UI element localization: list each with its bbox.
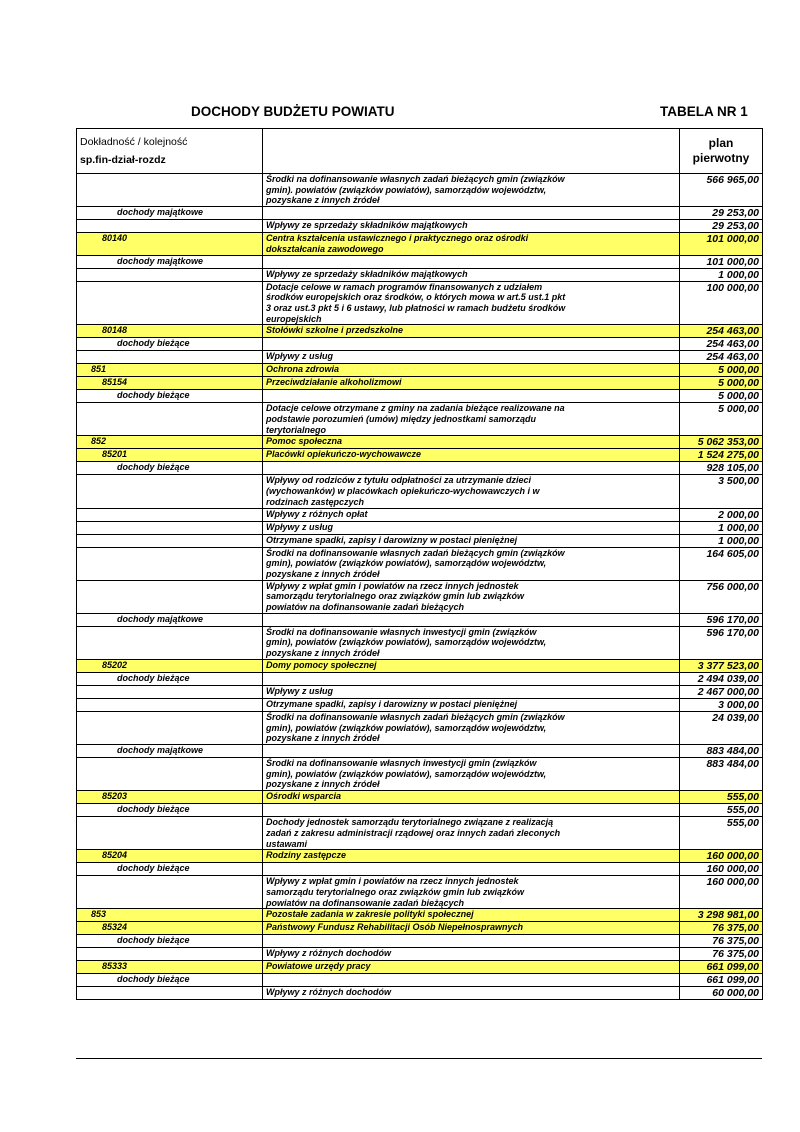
row-amount: 254 463,00	[680, 338, 763, 351]
row-description	[263, 948, 680, 961]
table-row	[77, 922, 763, 935]
table-row	[77, 757, 763, 790]
row-description-text: Wpływy z różnych opłat	[266, 508, 368, 519]
row-code	[77, 698, 263, 711]
table-row	[77, 672, 763, 685]
row-description	[263, 449, 680, 462]
table-row	[77, 791, 763, 804]
row-amount: 29 253,00	[680, 207, 763, 220]
table-row	[77, 547, 763, 580]
row-code	[77, 987, 263, 1000]
row-amount: 60 000,00	[680, 987, 763, 1000]
row-code: dochody majątkowe	[77, 613, 263, 626]
row-code	[77, 174, 263, 207]
row-description	[263, 268, 680, 281]
table-row	[77, 850, 763, 863]
row-amount: 76 375,00	[680, 935, 763, 948]
row-amount: 596 170,00	[680, 626, 763, 659]
table-row	[77, 613, 763, 626]
table-row	[77, 626, 763, 659]
row-amount: 101 000,00	[680, 233, 763, 255]
row-description-text: Dochody jednostek samorządu terytorialnego związane z realizacją zadań z zakresu administracji rządowej oraz innych zadań zleconych ustawami	[266, 817, 561, 849]
row-description-text: Wpływy od rodziców z tytułu odpłatności za utrzymanie dzieci (wychowanków) w placówkach opiekuńczo-wychowawczych i w rodzinach zastępczych	[266, 475, 540, 507]
row-code: 852	[77, 436, 263, 449]
row-code: 85202	[77, 659, 263, 672]
row-description	[263, 698, 680, 711]
row-description	[263, 961, 680, 974]
row-description	[263, 364, 680, 377]
table-row	[77, 698, 763, 711]
table-row	[77, 449, 763, 462]
row-amount: 661 099,00	[680, 961, 763, 974]
row-description-text: Środki na dofinansowanie własnych inwestycji gmin (związków gmin), powiatów (związków powiatów), samorządów województw, pozyskane z innych źródeł	[266, 757, 547, 790]
row-description-text: Pomoc społeczna	[266, 436, 343, 447]
row-description-text: Środki na dofinansowanie własnych zadań bieżących gmin (związków gmin). powiatów (związków powiatów), samorządów województw, pozyskane z innych źródeł	[266, 174, 565, 206]
row-code	[77, 948, 263, 961]
row-code: 85333	[77, 961, 263, 974]
header-col1-line1: Dokładność / kolejność	[80, 135, 188, 148]
row-description-text: Wpływy z wpłat gmin i powiatów na rzecz innych jednostek samorządu terytorialnego oraz związków gmin lub związków powiatów na dofinansowanie zadań bieżących	[266, 876, 525, 908]
row-description-text: Stołówki szkolne i przedszkolne	[266, 325, 404, 336]
row-description	[263, 255, 680, 268]
row-description	[263, 744, 680, 757]
row-description	[263, 876, 680, 909]
row-amount: 1 000,00	[680, 521, 763, 534]
row-description-text: Środki na dofinansowanie własnych inwestycji gmin (związków gmin), powiatów (związków powiatów), samorządów województw, pozyskane z innych źródeł	[266, 626, 547, 659]
table-row	[77, 436, 763, 449]
row-description	[263, 174, 680, 207]
row-description	[263, 534, 680, 547]
row-amount: 160 000,00	[680, 863, 763, 876]
row-code: dochody majątkowe	[77, 744, 263, 757]
row-code: 85154	[77, 377, 263, 390]
row-amount: 3 298 981,00	[680, 909, 763, 922]
row-description-text: Przeciwdziałanie alkoholizmowi	[266, 377, 402, 388]
row-code	[77, 534, 263, 547]
row-description	[263, 351, 680, 364]
row-code	[77, 521, 263, 534]
row-description	[263, 377, 680, 390]
row-description-text: Otrzymane spadki, zapisy i darowizny w postaci pieniężnej	[266, 534, 518, 545]
bottom-divider	[76, 1058, 762, 1059]
row-description	[263, 580, 680, 613]
row-code: dochody bieżące	[77, 974, 263, 987]
table-row	[77, 338, 763, 351]
row-amount: 1 000,00	[680, 268, 763, 281]
row-description	[263, 462, 680, 475]
row-amount: 555,00	[680, 791, 763, 804]
row-code: 85201	[77, 449, 263, 462]
row-description	[263, 338, 680, 351]
row-description	[263, 817, 680, 850]
header-col3: plan pierwotny	[680, 129, 763, 174]
row-description	[263, 659, 680, 672]
row-code: dochody majątkowe	[77, 255, 263, 268]
row-description-text: Pozostałe zadania w zakresie polityki społecznej	[266, 909, 474, 920]
table-row	[77, 207, 763, 220]
row-amount: 3 500,00	[680, 475, 763, 508]
row-description	[263, 436, 680, 449]
row-code: dochody bieżące	[77, 863, 263, 876]
row-description-text: Dotacje celowe w ramach programów finansowanych z udziałem środków europejskich oraz środków, o których mowa w art.5 ust.1 pkt 3 oraz ust.3 pkt 5 i 6 ustawy, lub płatności w ramach budżetu środków europejskich	[266, 281, 566, 324]
row-code	[77, 220, 263, 233]
table-row	[77, 876, 763, 909]
row-description-text: Rodziny zastępcze	[266, 850, 347, 861]
row-amount: 5 000,00	[680, 377, 763, 390]
row-description	[263, 672, 680, 685]
row-amount: 555,00	[680, 804, 763, 817]
row-code: dochody bieżące	[77, 390, 263, 403]
row-description-text: Powiatowe urzędy pracy	[266, 961, 371, 972]
table-row	[77, 174, 763, 207]
row-amount: 661 099,00	[680, 974, 763, 987]
table-row	[77, 744, 763, 757]
row-amount: 1 524 275,00	[680, 449, 763, 462]
row-amount: 566 965,00	[680, 174, 763, 207]
row-code: dochody bieżące	[77, 338, 263, 351]
row-code: 85324	[77, 922, 263, 935]
header-col1	[77, 129, 263, 174]
table-row	[77, 377, 763, 390]
row-code	[77, 626, 263, 659]
table-row	[77, 475, 763, 508]
row-amount: 2 467 000,00	[680, 685, 763, 698]
row-description	[263, 685, 680, 698]
row-description	[263, 220, 680, 233]
row-description-text: Domy pomocy społecznej	[266, 659, 377, 670]
row-code: 85203	[77, 791, 263, 804]
row-amount: 76 375,00	[680, 948, 763, 961]
row-amount: 254 463,00	[680, 351, 763, 364]
row-amount: 5 000,00	[680, 390, 763, 403]
row-description-text: Ośrodki wsparcia	[266, 791, 342, 802]
row-code: 80140	[77, 233, 263, 255]
row-description	[263, 935, 680, 948]
table-row	[77, 462, 763, 475]
row-description-text: Wpływy z wpłat gmin i powiatów na rzecz innych jednostek samorządu terytorialnego oraz związków gmin lub związków powiatów na dofinansowanie zadań bieżących	[266, 580, 525, 613]
row-description	[263, 987, 680, 1000]
table-row	[77, 987, 763, 1000]
row-amount: 3 000,00	[680, 698, 763, 711]
table-row	[77, 233, 763, 255]
table-row	[77, 403, 763, 436]
row-description-text: Wpływy z różnych dochodów	[266, 987, 392, 998]
row-description-text: Centra kształcenia ustawicznego i praktycznego oraz ośrodki dokształcania zawodowego	[266, 233, 529, 254]
row-description-text: Środki na dofinansowanie własnych zadań bieżących gmin (związków gmin), powiatów (związków powiatów), samorządów województw, pozyskane z innych źródeł	[266, 547, 565, 579]
row-description	[263, 521, 680, 534]
row-amount: 24 039,00	[680, 711, 763, 744]
row-description-text: Wpływy z usług	[266, 351, 334, 362]
row-code	[77, 403, 263, 436]
row-amount: 254 463,00	[680, 325, 763, 338]
row-description	[263, 547, 680, 580]
table-row	[77, 961, 763, 974]
row-amount: 756 000,00	[680, 580, 763, 613]
row-description	[263, 233, 680, 255]
row-amount: 5 062 353,00	[680, 436, 763, 449]
row-amount: 2 494 039,00	[680, 672, 763, 685]
row-code	[77, 711, 263, 744]
table-row	[77, 863, 763, 876]
row-amount: 29 253,00	[680, 220, 763, 233]
row-amount: 883 484,00	[680, 744, 763, 757]
header-col1-line2: sp.fin-dział-rozdz	[80, 153, 166, 166]
row-description-text: Wpływy z różnych dochodów	[266, 948, 392, 959]
row-description-text: Państwowy Fundusz Rehabilitacji Osób Niepełnosprawnych	[266, 922, 524, 933]
table-row	[77, 390, 763, 403]
table-row	[77, 659, 763, 672]
row-description	[263, 475, 680, 508]
row-code: dochody bieżące	[77, 935, 263, 948]
table-row	[77, 255, 763, 268]
row-amount: 100 000,00	[680, 281, 763, 325]
table-row	[77, 580, 763, 613]
page-title: DOCHODY BUDŻETU POWIATU	[191, 104, 395, 119]
row-amount: 164 605,00	[680, 547, 763, 580]
row-description	[263, 711, 680, 744]
row-code: 85204	[77, 850, 263, 863]
row-description-text: Dotacje celowe otrzymane z gminy na zadania bieżące realizowane na podstawie porozumień (umów) między jednostkami samorządu terytorialnego	[266, 403, 565, 435]
table-row	[77, 220, 763, 233]
row-code: 853	[77, 909, 263, 922]
table-row	[77, 534, 763, 547]
row-description-text: Otrzymane spadki, zapisy i darowizny w postaci pieniężnej	[266, 698, 518, 709]
table-row	[77, 909, 763, 922]
row-description	[263, 325, 680, 338]
row-description-text: Wpływy ze sprzedaży składników majątkowych	[266, 268, 468, 279]
row-amount: 101 000,00	[680, 255, 763, 268]
table-row	[77, 804, 763, 817]
row-description	[263, 626, 680, 659]
row-description	[263, 390, 680, 403]
table-number: TABELA NR 1	[660, 104, 748, 119]
row-code	[77, 580, 263, 613]
row-description	[263, 281, 680, 325]
row-description	[263, 974, 680, 987]
budget-table	[76, 128, 763, 1000]
row-description	[263, 508, 680, 521]
row-code	[77, 508, 263, 521]
row-description	[263, 791, 680, 804]
table-row	[77, 935, 763, 948]
table-row	[77, 351, 763, 364]
table-row	[77, 281, 763, 325]
row-amount: 3 377 523,00	[680, 659, 763, 672]
row-amount: 160 000,00	[680, 876, 763, 909]
row-description-text: Wpływy z usług	[266, 521, 334, 532]
row-amount: 596 170,00	[680, 613, 763, 626]
row-code	[77, 268, 263, 281]
table-row	[77, 508, 763, 521]
table-row	[77, 974, 763, 987]
row-description	[263, 850, 680, 863]
row-amount: 5 000,00	[680, 403, 763, 436]
row-code: 851	[77, 364, 263, 377]
row-code	[77, 685, 263, 698]
row-code	[77, 281, 263, 325]
row-amount: 5 000,00	[680, 364, 763, 377]
table-row	[77, 364, 763, 377]
row-amount: 883 484,00	[680, 757, 763, 790]
row-description	[263, 207, 680, 220]
row-code	[77, 547, 263, 580]
table-header-row	[77, 129, 763, 174]
row-description	[263, 757, 680, 790]
row-code: dochody bieżące	[77, 804, 263, 817]
row-description-text: Środki na dofinansowanie własnych zadań bieżących gmin (związków gmin), powiatów (związków powiatów), samorządów województw, pozyskane z innych źródeł	[266, 711, 565, 744]
row-code	[77, 876, 263, 909]
table-row	[77, 685, 763, 698]
row-code: dochody bieżące	[77, 672, 263, 685]
table-row	[77, 521, 763, 534]
row-description	[263, 909, 680, 922]
row-description-text: Wpływy z usług	[266, 685, 334, 696]
row-amount: 160 000,00	[680, 850, 763, 863]
table-row	[77, 817, 763, 850]
table-row	[77, 948, 763, 961]
row-description-text: Wpływy ze sprzedaży składników majątkowych	[266, 220, 468, 231]
row-amount: 1 000,00	[680, 534, 763, 547]
row-description	[263, 613, 680, 626]
row-description	[263, 863, 680, 876]
row-code: dochody bieżące	[77, 462, 263, 475]
table-row	[77, 711, 763, 744]
row-amount: 2 000,00	[680, 508, 763, 521]
row-description	[263, 922, 680, 935]
row-description	[263, 804, 680, 817]
row-code	[77, 351, 263, 364]
row-amount: 555,00	[680, 817, 763, 850]
row-code	[77, 817, 263, 850]
row-description-text: Ochrona zdrowia	[266, 364, 340, 375]
row-code: dochody majątkowe	[77, 207, 263, 220]
row-code	[77, 757, 263, 790]
row-code	[77, 475, 263, 508]
table-row	[77, 325, 763, 338]
row-amount: 928 105,00	[680, 462, 763, 475]
row-code: 80148	[77, 325, 263, 338]
row-amount: 76 375,00	[680, 922, 763, 935]
table-row	[77, 268, 763, 281]
header-col2	[263, 129, 680, 174]
row-description-text: Placówki opiekuńczo-wychowawcze	[266, 449, 422, 460]
row-description	[263, 403, 680, 436]
